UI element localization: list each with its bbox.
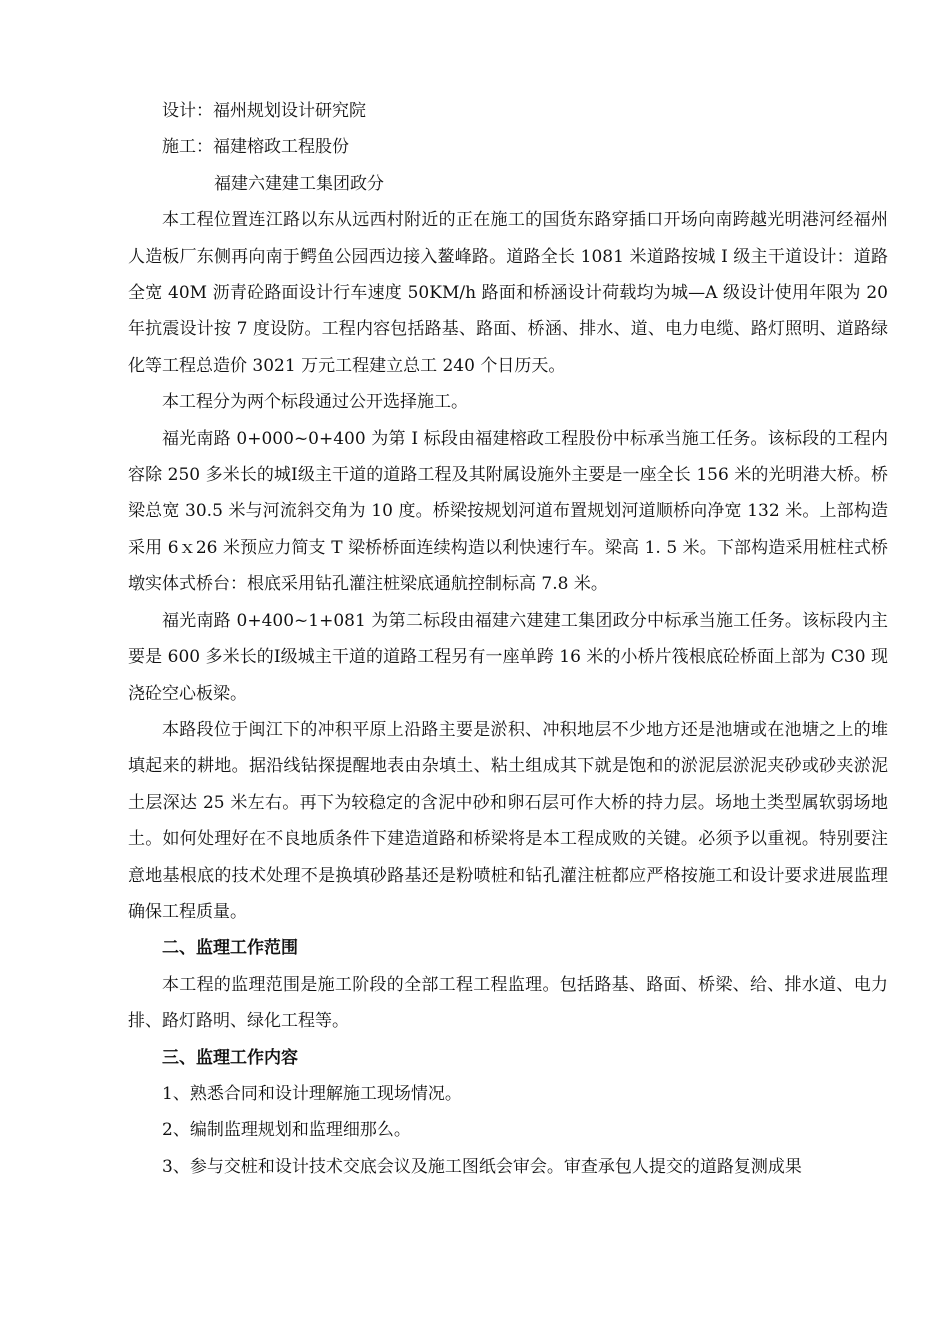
paragraph-section-2: 福光南路 0+400~1+081 为第二标段由福建六建建工集团政分中标承当施工任务。该标段内主要是 600 多米长的Ⅰ级城主干道的道路工程另有一座单跨 16 米的小桥片筏根底砼桥面上部为 C30 现浇砼空心板梁。 xyxy=(128,610,888,704)
construction-unit-2: 福建六建建工集团政分 xyxy=(214,173,384,194)
document-body xyxy=(128,93,888,1185)
list-item: 1、熟悉合同和设计理解施工现场情况。 xyxy=(162,1083,462,1104)
heading-scope: 二、监理工作范围 xyxy=(162,938,298,959)
list-item: 2、编制监理规划和监理细那么。 xyxy=(162,1120,411,1141)
paragraph-sections: 本工程分为两个标段通过公开选择施工。 xyxy=(162,392,468,413)
paragraph-section-1: 福光南路 0+000~0+400 为第 I 标段由福建榕政工程股份中标承当施工任务。该标段的工程内容除 250 多米长的城Ⅰ级主干道的道路工程及其附属设施外主要是一座全长 156 米的光明港大桥。桥梁总宽 30.5 米与河流斜交角为 10 度。桥梁按规划河道布置规划河道顺桥向净宽 132 米。上部构造采用 6ｘ26 米预应力简支 T 梁桥桥面连续构造以利快速行车。梁高 1. 5 米。下部构造采用桩柱式桥墩实体式桥台：根底采用钻孔灌注桩梁底通航控制标高 7.8 米。 xyxy=(128,428,888,595)
paragraph-project-location: 本工程位置连江路以东从远西村附近的正在施工的国货东路穿插口开场向南跨越光明港河经福州人造板厂东侧再向南于鳄鱼公园西边接入鳌峰路。道路全长 1081 米道路按城 I 级主干道设计：道路全宽 40M 沥青砼路面设计行车速度 50KM/h 路面和桥涵设计荷载均为城—A 级设计使用年限为 20 年抗震设计按 7 度设防。工程内容包括路基、路面、桥涵、排水、道、电力电缆、路灯照明、道路绿化等工程总造价 3021 万元工程建立总工 240 个日历天。 xyxy=(128,210,888,376)
list-item: 3、参与交桩和设计技术交底会议及施工图纸会审会。审查承包人提交的道路复测成果 xyxy=(162,1156,802,1177)
heading-content: 三、监理工作内容 xyxy=(162,1047,298,1068)
design-unit: 设计：福州规划设计研究院 xyxy=(162,101,366,121)
paragraph-scope: 本工程的监理范围是施工阶段的全部工程工程监理。包括路基、路面、桥梁、给、排水道、电力排、路灯路明、绿化工程等。 xyxy=(128,974,888,1032)
construction-unit: 施工：福建榕政工程股份 xyxy=(162,137,349,158)
paragraph-geology: 本路段位于闽江下的冲积平原上沿路主要是淤积、冲积地层不少地方还是池塘或在池塘之上的堆填起来的耕地。据沿线钻探提醒地表由杂填土、粘土组成其下就是饱和的淤泥层淤泥夹砂或砂夹淤泥土层深达 25 米左右。再下为较稳定的含泥中砂和卵石层可作大桥的持力层。场地土类型属软弱场地土。如何处理好在不良地质条件下建造道路和桥梁将是本工程成败的关键。必须予以重视。特别要注意地基根底的技术处理不是换填砂路基还是粉喷桩和钻孔灌注桩都应严格按施工和设计要求进展监理确保工程质量。 xyxy=(128,719,888,922)
